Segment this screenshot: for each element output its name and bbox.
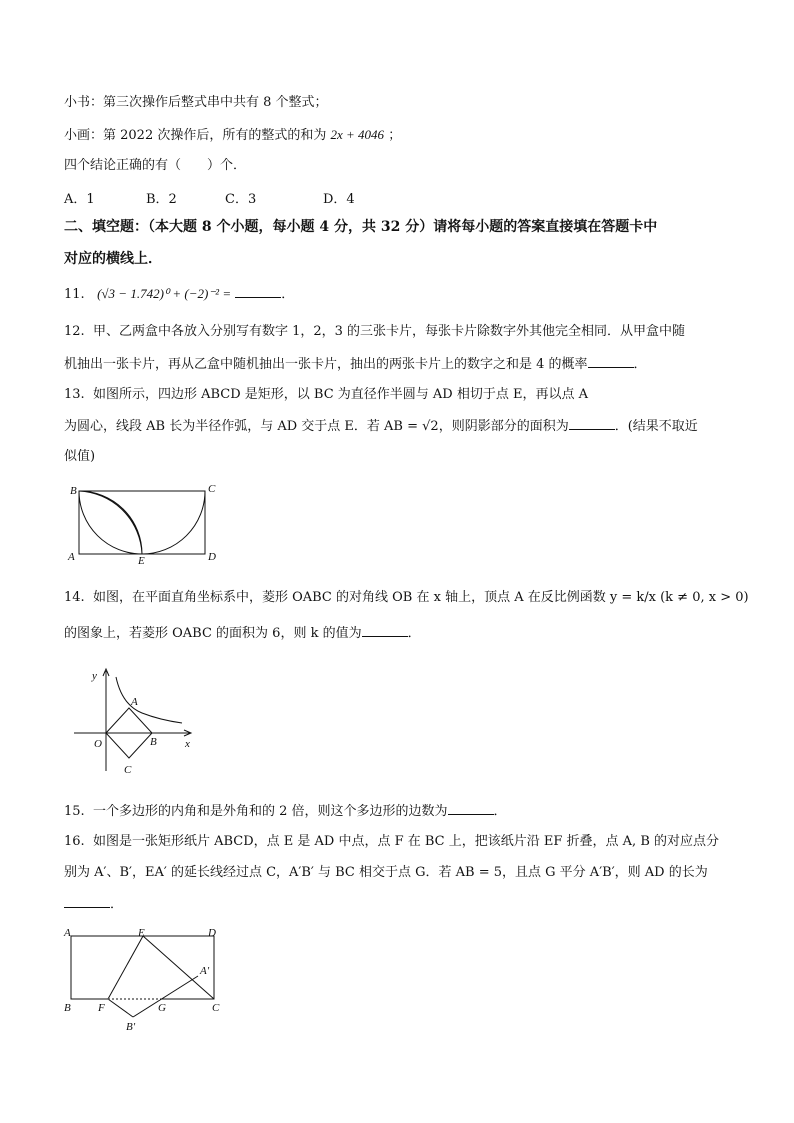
q13-shaded-region: [79, 491, 142, 554]
q13-label-E: E: [138, 555, 145, 564]
q16-rectangle: [71, 936, 214, 999]
q16-label-A: A: [64, 927, 71, 939]
q16-label-A1: A′: [200, 965, 210, 977]
q14-answer-blank: [362, 624, 408, 637]
q16-figure: [62, 924, 232, 1036]
q11: [64, 285, 294, 304]
q13-label-C: C: [208, 483, 216, 495]
q13-label-D: D: [208, 551, 216, 563]
q12-number: 12.: [64, 324, 85, 339]
q16-label-F: F: [98, 1002, 105, 1014]
section-heading-line1: 二、填空题：（本大题 8 个小题，每小题 4 分，共 32 分）请将每小题的答案直接填在答题卡中: [64, 219, 658, 235]
q13-line2: [64, 417, 698, 436]
q13-line1: [64, 386, 588, 404]
q16-end: ．: [110, 897, 124, 912]
q16-fold-line-EF: [108, 936, 143, 999]
q15-text: 一个多边形的内角和是外角和的 2 倍，则这个多边形的边数为: [92, 804, 448, 819]
q11-end: ．: [281, 287, 295, 302]
q13-rectangle: [79, 491, 205, 554]
q11-number: 11.: [64, 287, 85, 302]
q14-line2: [64, 624, 421, 643]
prev-statement-2-expr: 2x + 4046: [330, 127, 385, 142]
q14-line1: [64, 589, 749, 607]
q16-label-B: B: [64, 1002, 71, 1014]
q13-text-1: 如图所示，四边形 ABCD 是矩形，以 BC 为直径作半圆与 AD 相切于点 E，再以点 A: [92, 387, 588, 402]
q16-label-E: E: [138, 927, 145, 939]
q12-text-2: 机抽出一张卡片，再从乙盒中随机抽出一张卡片，抽出的两张卡片上的数字之和是 4 的概率: [64, 357, 588, 372]
q14-label-A: A: [131, 696, 138, 708]
q16-label-B1: B′: [126, 1021, 136, 1033]
q14-number: 14.: [64, 590, 85, 605]
q13-text-2-end: ．(结果不取近: [614, 419, 698, 434]
option-a: A．1: [64, 192, 95, 207]
q13-figure: [62, 480, 224, 564]
q14-end: ．: [407, 626, 421, 641]
q16-answer-blank: [64, 895, 110, 908]
q14-text-1: 如图，在平面直角坐标系中，菱形 OABC 的对角线 OB 在 x 轴上，顶点 A 在反比例函数 y = k/x (k ≠ 0, x > 0): [92, 590, 749, 605]
q16-text-1: 如图是一张矩形纸片 ABCD，点 E 是 AD 中点，点 F 在 BC 上，把该纸片沿 EF 折叠，点 A, B 的对应点分: [92, 834, 720, 849]
option-b: B．2: [146, 192, 177, 207]
q12-line2: [64, 355, 647, 374]
q13-text-2: 为圆心，线段 AB 长为半径作弧，与 AD 交于点 E．若 AB = √2，则阴影部分的面积为: [64, 419, 569, 434]
q14-label-B: B: [150, 736, 157, 748]
q16-number: 16.: [64, 834, 85, 849]
prev-statement-2-end: ；: [388, 128, 402, 143]
q11-expression: (√3 − 1.742)⁰ + (−2)⁻² =: [97, 286, 232, 301]
q13-line3: 似值): [64, 449, 96, 464]
q13-answer-blank: [569, 417, 615, 430]
q15-end: ．: [493, 804, 507, 819]
prev-statement-2: [64, 126, 401, 145]
option-c: C．3: [225, 192, 257, 207]
q16-label-C: C: [212, 1002, 220, 1014]
q16-line2: 别为 A′、B′，EA′ 的延长线经过点 C，A′B′ 与 BC 相交于点 G．若 AB = 5，且点 G 平分 A′B′，则 AD 的长为: [64, 865, 708, 880]
q13-label-A: A: [68, 551, 75, 563]
q14-label-y: y: [92, 670, 97, 682]
q14-label-O: O: [94, 738, 102, 750]
section-heading-line2: 对应的横线上．: [64, 251, 162, 267]
q12-line1: [64, 323, 685, 341]
q15: [64, 802, 507, 821]
q16-line1: [64, 833, 719, 851]
q14-hyperbola: [116, 677, 182, 723]
q12-answer-blank: [588, 355, 634, 368]
q13-number: 13.: [64, 387, 85, 402]
q14-text-2: 的图象上，若菱形 OABC 的面积为 6，则 k 的值为: [64, 626, 362, 641]
q12-text-1: 甲、乙两盒中各放入分别写有数字 1，2，3 的三张卡片，每张卡片除数字外其他完全相同．从甲盒中随: [92, 324, 686, 339]
q15-number: 15.: [64, 804, 85, 819]
q16-label-G: G: [158, 1002, 166, 1014]
q13-semicircle: [79, 491, 205, 554]
q11-answer-blank: [235, 285, 281, 298]
q14-label-C: C: [124, 764, 132, 776]
q16-segment-FB1: [108, 999, 133, 1017]
prev-statement-1: 小书：第三次操作后整式串中共有 8 个整式；: [64, 95, 328, 110]
q16-line3: [64, 895, 123, 914]
q12-end: ．: [633, 357, 647, 372]
q14-label-x: x: [185, 738, 190, 750]
prev-statement-2-text: 小画：第 2022 次操作后，所有的整式的和为: [64, 128, 327, 143]
q15-answer-blank: [448, 802, 494, 815]
option-d: D．4: [323, 192, 355, 207]
prev-question-ask: 四个结论正确的有（ ）个．: [64, 158, 247, 173]
q14-figure: [70, 663, 200, 778]
q16-label-D: D: [208, 927, 216, 939]
q13-label-B: B: [70, 485, 77, 497]
